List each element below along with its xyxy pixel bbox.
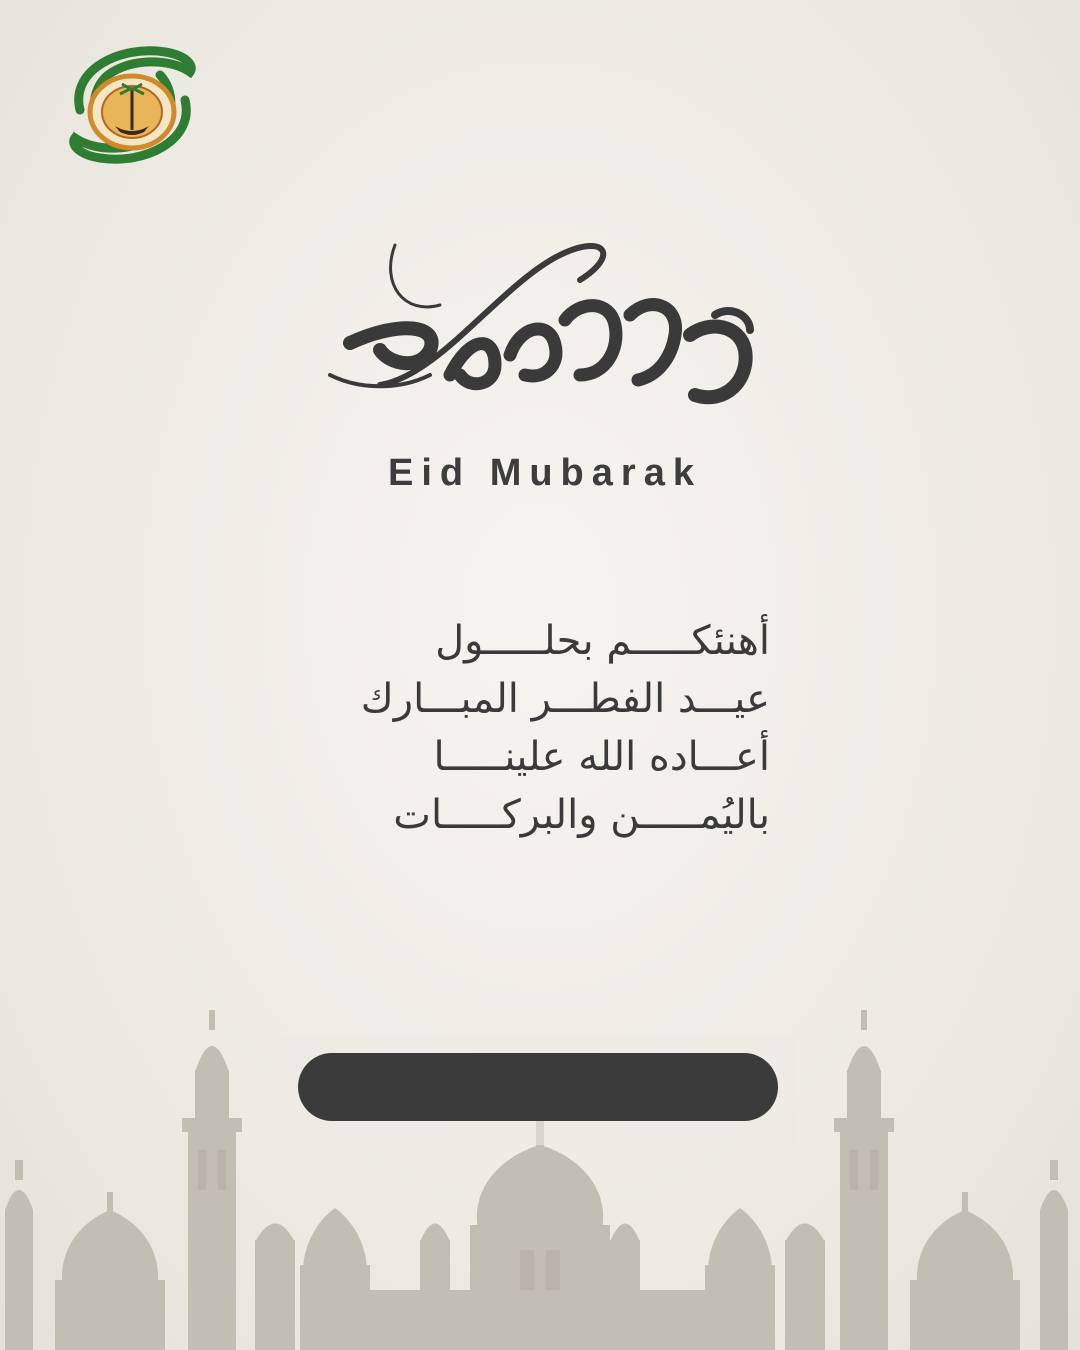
- greeting-message: [300, 612, 770, 844]
- greeting-line: عيـــد الفطـــر المبـــارك: [360, 676, 770, 722]
- eid-mubarak-calligraphy-icon: [320, 225, 770, 440]
- greeting-line: أهنئكـــــم بحلـــــول: [435, 618, 770, 664]
- greeting-line: أعـــاده الله علينـــــا: [433, 734, 770, 780]
- club-emblem-icon: [60, 40, 205, 170]
- banner-bar: [298, 1053, 778, 1121]
- eid-mubarak-title: Eid Mubarak: [388, 452, 702, 494]
- greeting-line: باليُمـــــن والبركـــــات: [393, 792, 770, 838]
